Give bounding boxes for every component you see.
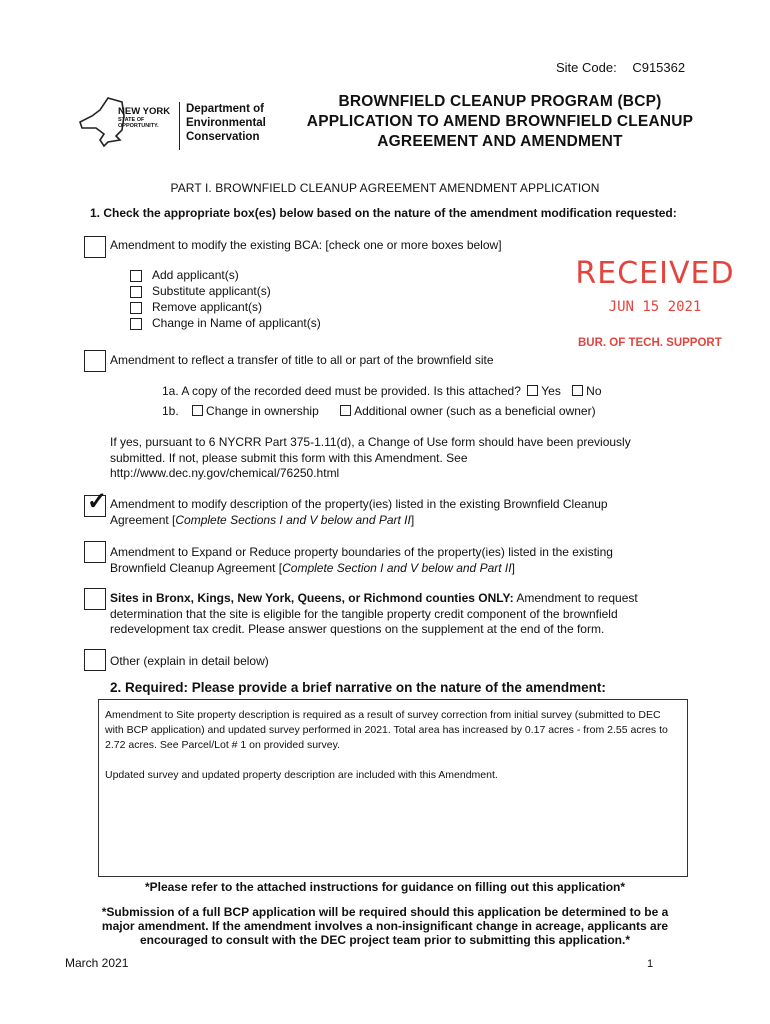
logo-divider	[179, 102, 180, 150]
modify-description-label: Amendment to modify description of the property(ies) listed in the existing Brownfield Cleanup Agreement [Complete Sections I and V below and Part II]	[110, 497, 608, 527]
checkmark-icon: ✓	[87, 488, 108, 515]
received-stamp: RECEIVED JUN 15 2021	[575, 256, 735, 315]
narrative-paragraph-2: Updated survey and updated property description are included with this Amendment.	[105, 769, 498, 781]
site-code-value: C915362	[632, 60, 686, 75]
narrative-paragraph-1: Amendment to Site property description is required as a result of survey correction from initial survey (submitted to DEC with BCP application) and updated survey performed in 2021. Total area has increased by 0.17 acres - from 2.55 acres to 2.72 acres. See Parcel/Lot # 1 on provided survey.	[105, 709, 668, 751]
dept-name: Department of Environmental Conservation	[186, 103, 266, 143]
expand-reduce-checkbox[interactable]	[84, 541, 106, 563]
question-1a: 1a. A copy of the recorded deed must be provided. Is this attached? Yes No	[162, 384, 602, 398]
other-label: Other (explain in detail below)	[110, 654, 269, 668]
submission-note: *Submission of a full BCP application will be required should this application be determined to be a major amendment. If the amendment involves a non-insignificant change in acreage, applicants are encouraged to consult with the DEC project team prior to submitting this application.*	[101, 905, 669, 947]
substitute-applicant-label: Substitute applicant(s)	[152, 284, 271, 298]
nys-dec-logo: NEW YORK STATE OF OPPORTUNITY. Department of Environmental Conservation	[78, 96, 278, 152]
modify-bca-label: Amendment to modify the existing BCA: [check one or more boxes below]	[110, 238, 502, 252]
expand-reduce-label: Amendment to Expand or Reduce property boundaries of the property(ies) listed in the existing Brownfield Cleanup Agreement [Complete Section I and V below and Part II]	[110, 545, 613, 575]
transfer-title-checkbox[interactable]	[84, 350, 106, 372]
additional-owner-checkbox[interactable]	[340, 405, 351, 416]
add-applicant-label: Add applicant(s)	[152, 268, 239, 282]
footer-date: March 2021	[65, 956, 129, 970]
change-of-use-note: If yes, pursuant to 6 NYCRR Part 375-1.11(d), a Change of Use form should have been previously submitted. If not, please submit this form with this Amendment. See http://www.dec.ny.gov/chemical/76250.html	[110, 435, 631, 480]
change-of-use-link[interactable]: http://www.dec.ny.gov/chemical/76250.html	[110, 466, 340, 480]
add-applicant-checkbox[interactable]	[130, 270, 142, 282]
substitute-applicant-checkbox[interactable]	[130, 286, 142, 298]
question-2: 2. Required: Please provide a brief narrative on the nature of the amendment:	[110, 680, 606, 695]
other-checkbox[interactable]	[84, 649, 106, 671]
narrative-textarea[interactable]	[98, 699, 688, 877]
remove-applicant-checkbox[interactable]	[130, 302, 142, 314]
modify-description-checkbox[interactable]	[84, 488, 108, 517]
change-name-checkbox[interactable]	[130, 318, 142, 330]
stamp-bureau: BUR. OF TECH. SUPPORT	[578, 337, 722, 349]
tangible-credit-checkbox[interactable]	[84, 588, 106, 610]
change-name-label: Change in Name of applicant(s)	[152, 316, 321, 330]
deed-yes-checkbox[interactable]	[527, 385, 538, 396]
deed-no-checkbox[interactable]	[572, 385, 583, 396]
page-number: 1	[647, 958, 654, 970]
remove-applicant-label: Remove applicant(s)	[152, 300, 263, 314]
site-code: Site Code: C915362	[556, 60, 686, 75]
modify-bca-checkbox[interactable]	[84, 236, 106, 258]
question-1b: 1b. Change in ownership Additional owner (such as a beneficial owner)	[162, 404, 596, 418]
refer-instructions-note: *Please refer to the attached instructions for guidance on filling out this application*	[144, 880, 626, 894]
change-ownership-checkbox[interactable]	[192, 405, 203, 416]
part1-heading: PART I. BROWNFIELD CLEANUP AGREEMENT AMENDMENT APPLICATION	[170, 181, 600, 195]
tangible-credit-label: Sites in Bronx, Kings, New York, Queens, or Richmond counties ONLY: Amendment to request determination that the site is eligible for the tangible property credit component of the brownfield redevelopment tax credit. Please answer questions on the supplement at the end of the form.	[110, 591, 638, 636]
transfer-title-label: Amendment to reflect a transfer of title to all or part of the brownfield site	[110, 353, 494, 367]
question-1: 1. Check the appropriate box(es) below based on the nature of the amendment modification requested:	[90, 206, 677, 220]
page-title: BROWNFIELD CLEANUP PROGRAM (BCP) APPLICATION TO AMEND BROWNFIELD CLEANUP AGREEMENT AND AMENDMENT	[306, 93, 694, 150]
